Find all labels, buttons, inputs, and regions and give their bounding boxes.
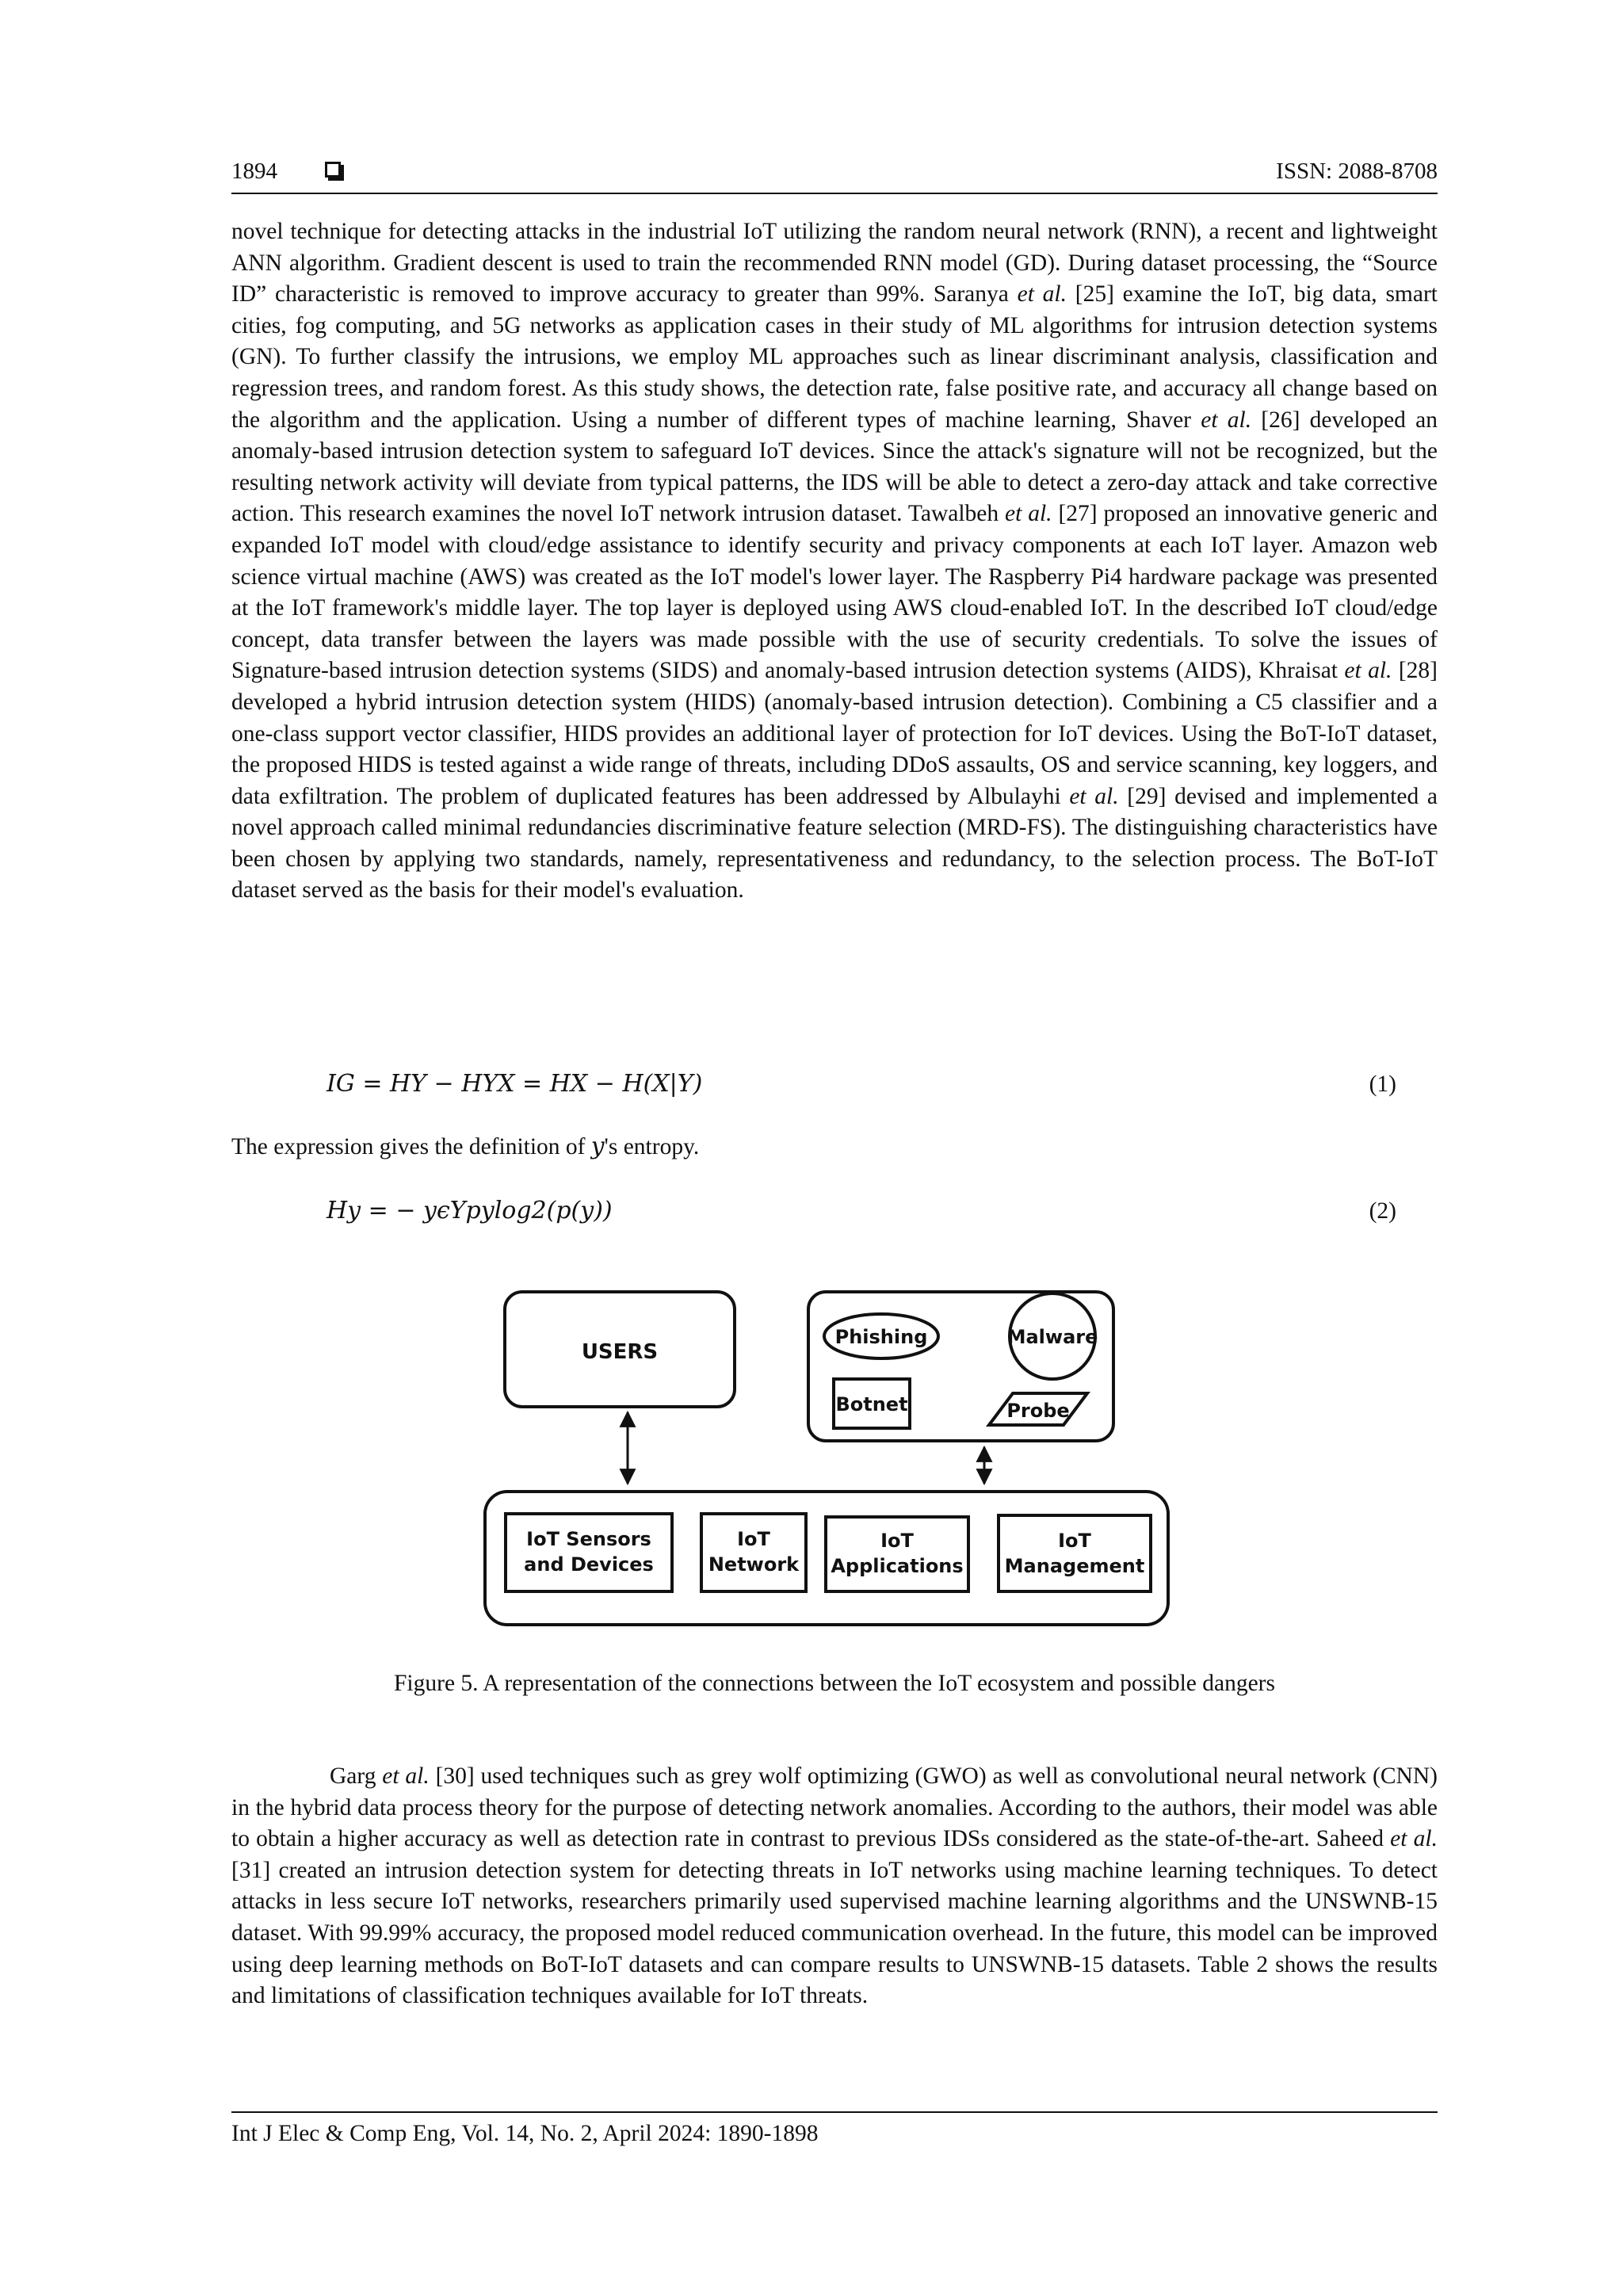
malware-label: Malware [1006,1326,1098,1348]
probe-label: Probe [1006,1400,1070,1422]
italic-run: et al. [1344,658,1392,684]
italic-run: et al. [1390,1826,1438,1852]
iot-network-label-line2: Network [708,1553,800,1576]
equation-1 [327,1067,1396,1102]
phishing-label: Phishing [834,1326,928,1348]
iot-applications-box [826,1517,968,1591]
iot-management-box [999,1515,1151,1591]
equation-intro-text [231,1130,699,1163]
italic-run: et al. [1069,783,1119,809]
iot-applications-label-line1: IoT [880,1530,914,1552]
page-number: 1894 [231,159,277,184]
botnet-label: Botnet [835,1393,908,1415]
figure-5-caption: Figure 5. A representation of the connections between the IoT ecosystem and possible dangers [394,1671,1275,1696]
equation-1-number: (1) [1369,1072,1396,1097]
page-footer-citation: Int J Elec & Comp Eng, Vol. 14, No. 2, April 2024: 1890-1898 [231,2121,819,2146]
equation-2-expression: Hy = − yϵYpylog2(p(y)) [327,1197,613,1224]
body-paragraph-2: Garg et al. [30] used techniques such as grey wolf optimizing (GWO) as well as convolutional neural network (CNN) in the hybrid data process theory for the purpose of detecting network anomalies. According to the authors, their model was able to obtain a higher accuracy as well as detection rate in contrast to previous IDSs considered as the state-of-the-art. Saheed et al. [31] created an intrusion detection system for detecting threats in IoT networks using machine learning techniques. To detect attacks in less secure IoT networks, researchers primarily used supervised machine learning algorithms and the UNSWNB-15 dataset. With 99.99% accuracy, the proposed model reduced communication overhead. In the future, this model can be improved using deep learning methods on BoT-IoT datasets and can compare results to UNSWNB-15 datasets. Table 2 shows the results and limitations of classification techniques available for IoT threats. [231,1763,1438,2009]
equation-1-expression: IG = HY − HYX = HX − H(X|Y) [327,1070,703,1098]
body-paragraph-1: novel technique for detecting attacks in the industrial IoT utilizing the random neural network (RNN), a recent and lightweight ANN algorithm. Gradient descent is used to train the recommended RNN model (GD). During dataset processing, the “Source ID” characteristic is removed to improve accuracy to greater than 99%. Saranya et al. [25] examine the IoT, big data, smart cities, fog computing, and 5G networks as application cases in their study of ML algorithms for intrusion detection systems (GN). To further classify the intrusions, we employ ML approaches such as linear discriminant analysis, classification and regression trees, and random forest. As this study shows, the detection rate, false positive rate, and accuracy all change based on the algorithm and the application. Using a number of different types of machine learning, Shaver et al. [26] developed an anomaly-based intrusion detection system to safeguard IoT devices. Since the attack's signature will not be recognized, but the resulting network activity will deviate from typical patterns, the IDS will be able to detect a zero-day attack and take corrective action. This research examines the novel IoT network intrusion dataset. Tawalbeh et al. [27] proposed an innovative generic and expanded IoT model with cloud/edge assistance to identify security and privacy components at each IoT layer. Amazon web science virtual machine (AWS) was created as the IoT model's lower layer. The Raspberry Pi4 hardware package was presented at the IoT framework's middle layer. The top layer is deployed using AWS cloud-enabled IoT. In the described IoT cloud/edge concept, data transfer between the layers was made possible with the use of security credentials. To solve the issues of Signature-based intrusion detection systems (SIDS) and anomaly-based intrusion detection systems (AIDS), Khraisat et al. [28] developed a hybrid intrusion detection system (HIDS) (anomaly-based intrusion detection). Combining a C5 classifier and a one-class support vector classifier, HIDS provides an additional layer of protection for IoT devices. Using the BoT-IoT dataset, the proposed HIDS is tested against a wide range of threats, including DDoS assaults, OS and service scanning, key loggers, and data exfiltration. The problem of duplicated features has been addressed by Albulayhi et al. [29] devised and implemented a novel approach called minimal redundancies discriminative feature selection (MRD-FS). The distinguishing characteristics have been chosen by applying two standards, namely, representativeness and redundancy, to the selection process. The BoT-IoT dataset served as the basis for their model's evaluation. [231,219,1438,904]
figure-5-diagram [475,1284,1189,1633]
footer-rule [231,2111,1438,2113]
equation-2 [327,1194,1396,1228]
square-bullet-icon [325,162,341,178]
iot-sensors-label-line2: and Devices [524,1553,654,1576]
users-label: USERS [581,1340,659,1364]
equation-2-number: (2) [1369,1198,1396,1224]
italic-run: et al. [1201,407,1252,433]
iot-network-label-line1: IoT [737,1528,770,1550]
equation-intro-after: 's entropy. [604,1134,700,1159]
iot-sensors-label-line1: IoT Sensors [526,1528,651,1550]
journal-issn: ISSN: 2088-8708 [1276,159,1438,184]
iot-sensors-box [506,1514,672,1591]
page-header [231,152,1438,190]
equation-intro-before: The expression gives the definition of [231,1134,591,1159]
iot-network-box [701,1514,806,1591]
italic-run: et al. [1005,501,1052,527]
iot-management-label-line1: IoT [1058,1530,1091,1552]
equation-intro-variable: y [590,1133,605,1159]
iot-management-label-line2: Management [1004,1555,1145,1577]
italic-run: et al. [382,1763,430,1789]
header-rule [231,193,1438,194]
iot-applications-label-line2: Applications [831,1555,964,1577]
italic-run: et al. [1017,281,1067,308]
